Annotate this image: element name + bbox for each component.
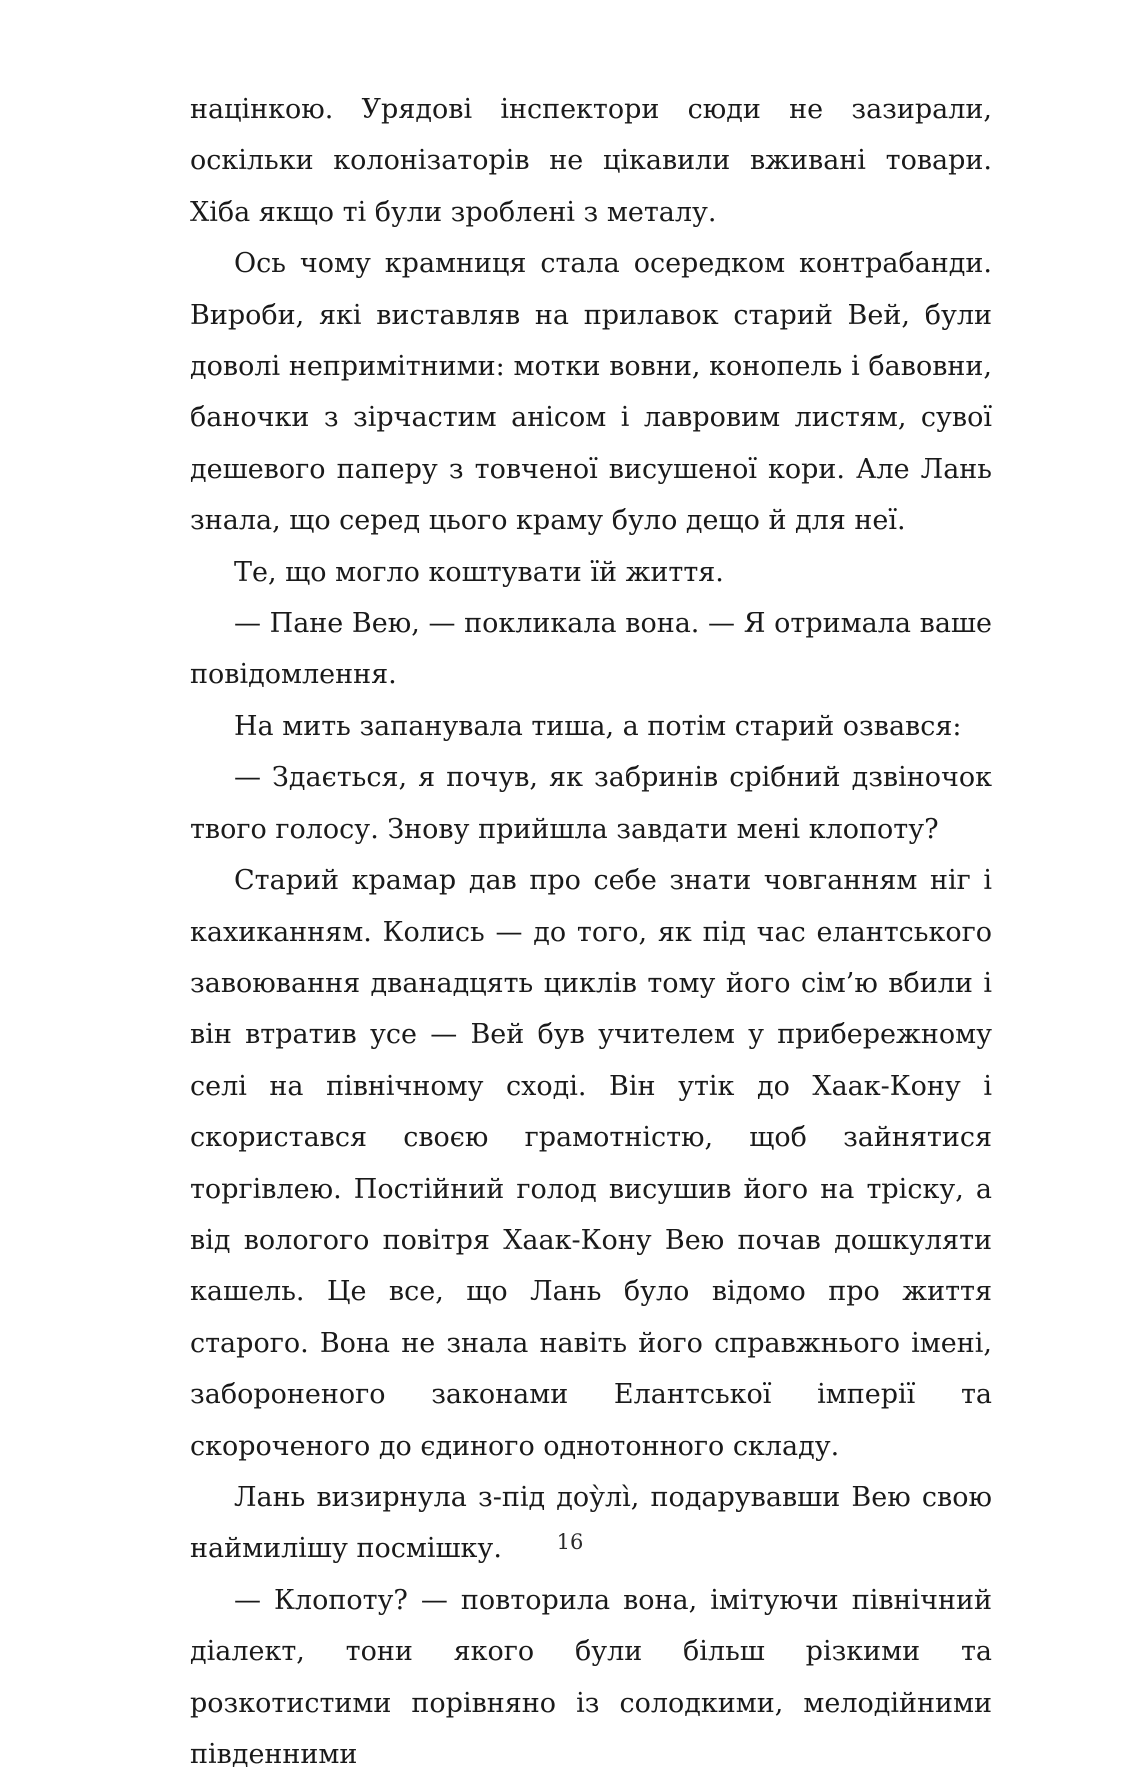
dialogue-paragraph: — Клопоту? — повторила вона, імітуючи північний діалект, тони якого були більш різкими та розкотистими порівняно із солодкими, мелодійними південними — [190, 1584, 992, 1770]
paragraph: Ось чому крамниця стала осередком контрабанди. Вироби, які виставляв на прилавок старий Вей, були доволі непримітними: мотки вовни, конопель і бавовни, баночки з зірчастим анісом і лавровим листям, сувої дешевого паперу з товченої висушеної кори. Але Лань знала, що серед цього краму було дещо й для неї. — [190, 248, 992, 537]
paragraph: На мить запанувала тиша, а потім старий озвався: — [234, 710, 962, 742]
paragraph: Лань визирнула з-під доу̀лі̀, подарувавши Вею свою наймилішу посмішку. — [190, 1481, 992, 1565]
paragraph: Те, що могло коштувати їй життя. — [234, 556, 724, 588]
page-number: 16 — [556, 1530, 584, 1554]
paragraph: націнкою. Урядові інспектори сюди не зазирали, оскільки колонізаторів не цікавили вживані товари. Хіба якщо ті були зроблені з металу. — [190, 94, 992, 228]
dialogue-paragraph: — Пане Вею, — покликала вона. — Я отримала ваше повідомлення. — [190, 608, 992, 691]
paragraph: Старий крамар дав про себе знати човганням ніг і кахиканням. Колись — до того, як під час елантського завоювання дванадцять циклів тому його сім’ю вбили і він втратив усе — Вей був учителем у прибережному селі на північному сході. Він утік до Хаак-Кону і скористався своєю грамотністю, щоб зайнятися торгівлею. Постійний голод висушив його на тріску, а від вологого повітря Хаак-Кону Вею почав дошкуляти кашель. Це все, що Лань було відомо про життя старого. Вона не знала навіть його справжнього імені, забороненого законами Елантської імперії та скороченого до єдиного однотонного складу. — [190, 865, 992, 1462]
body-text — [190, 84, 992, 1780]
dialogue-paragraph: — Здається, я почув, як забринів срібний дзвіночок твого голосу. Знову прийшла завдати мені клопоту? — [190, 762, 992, 845]
